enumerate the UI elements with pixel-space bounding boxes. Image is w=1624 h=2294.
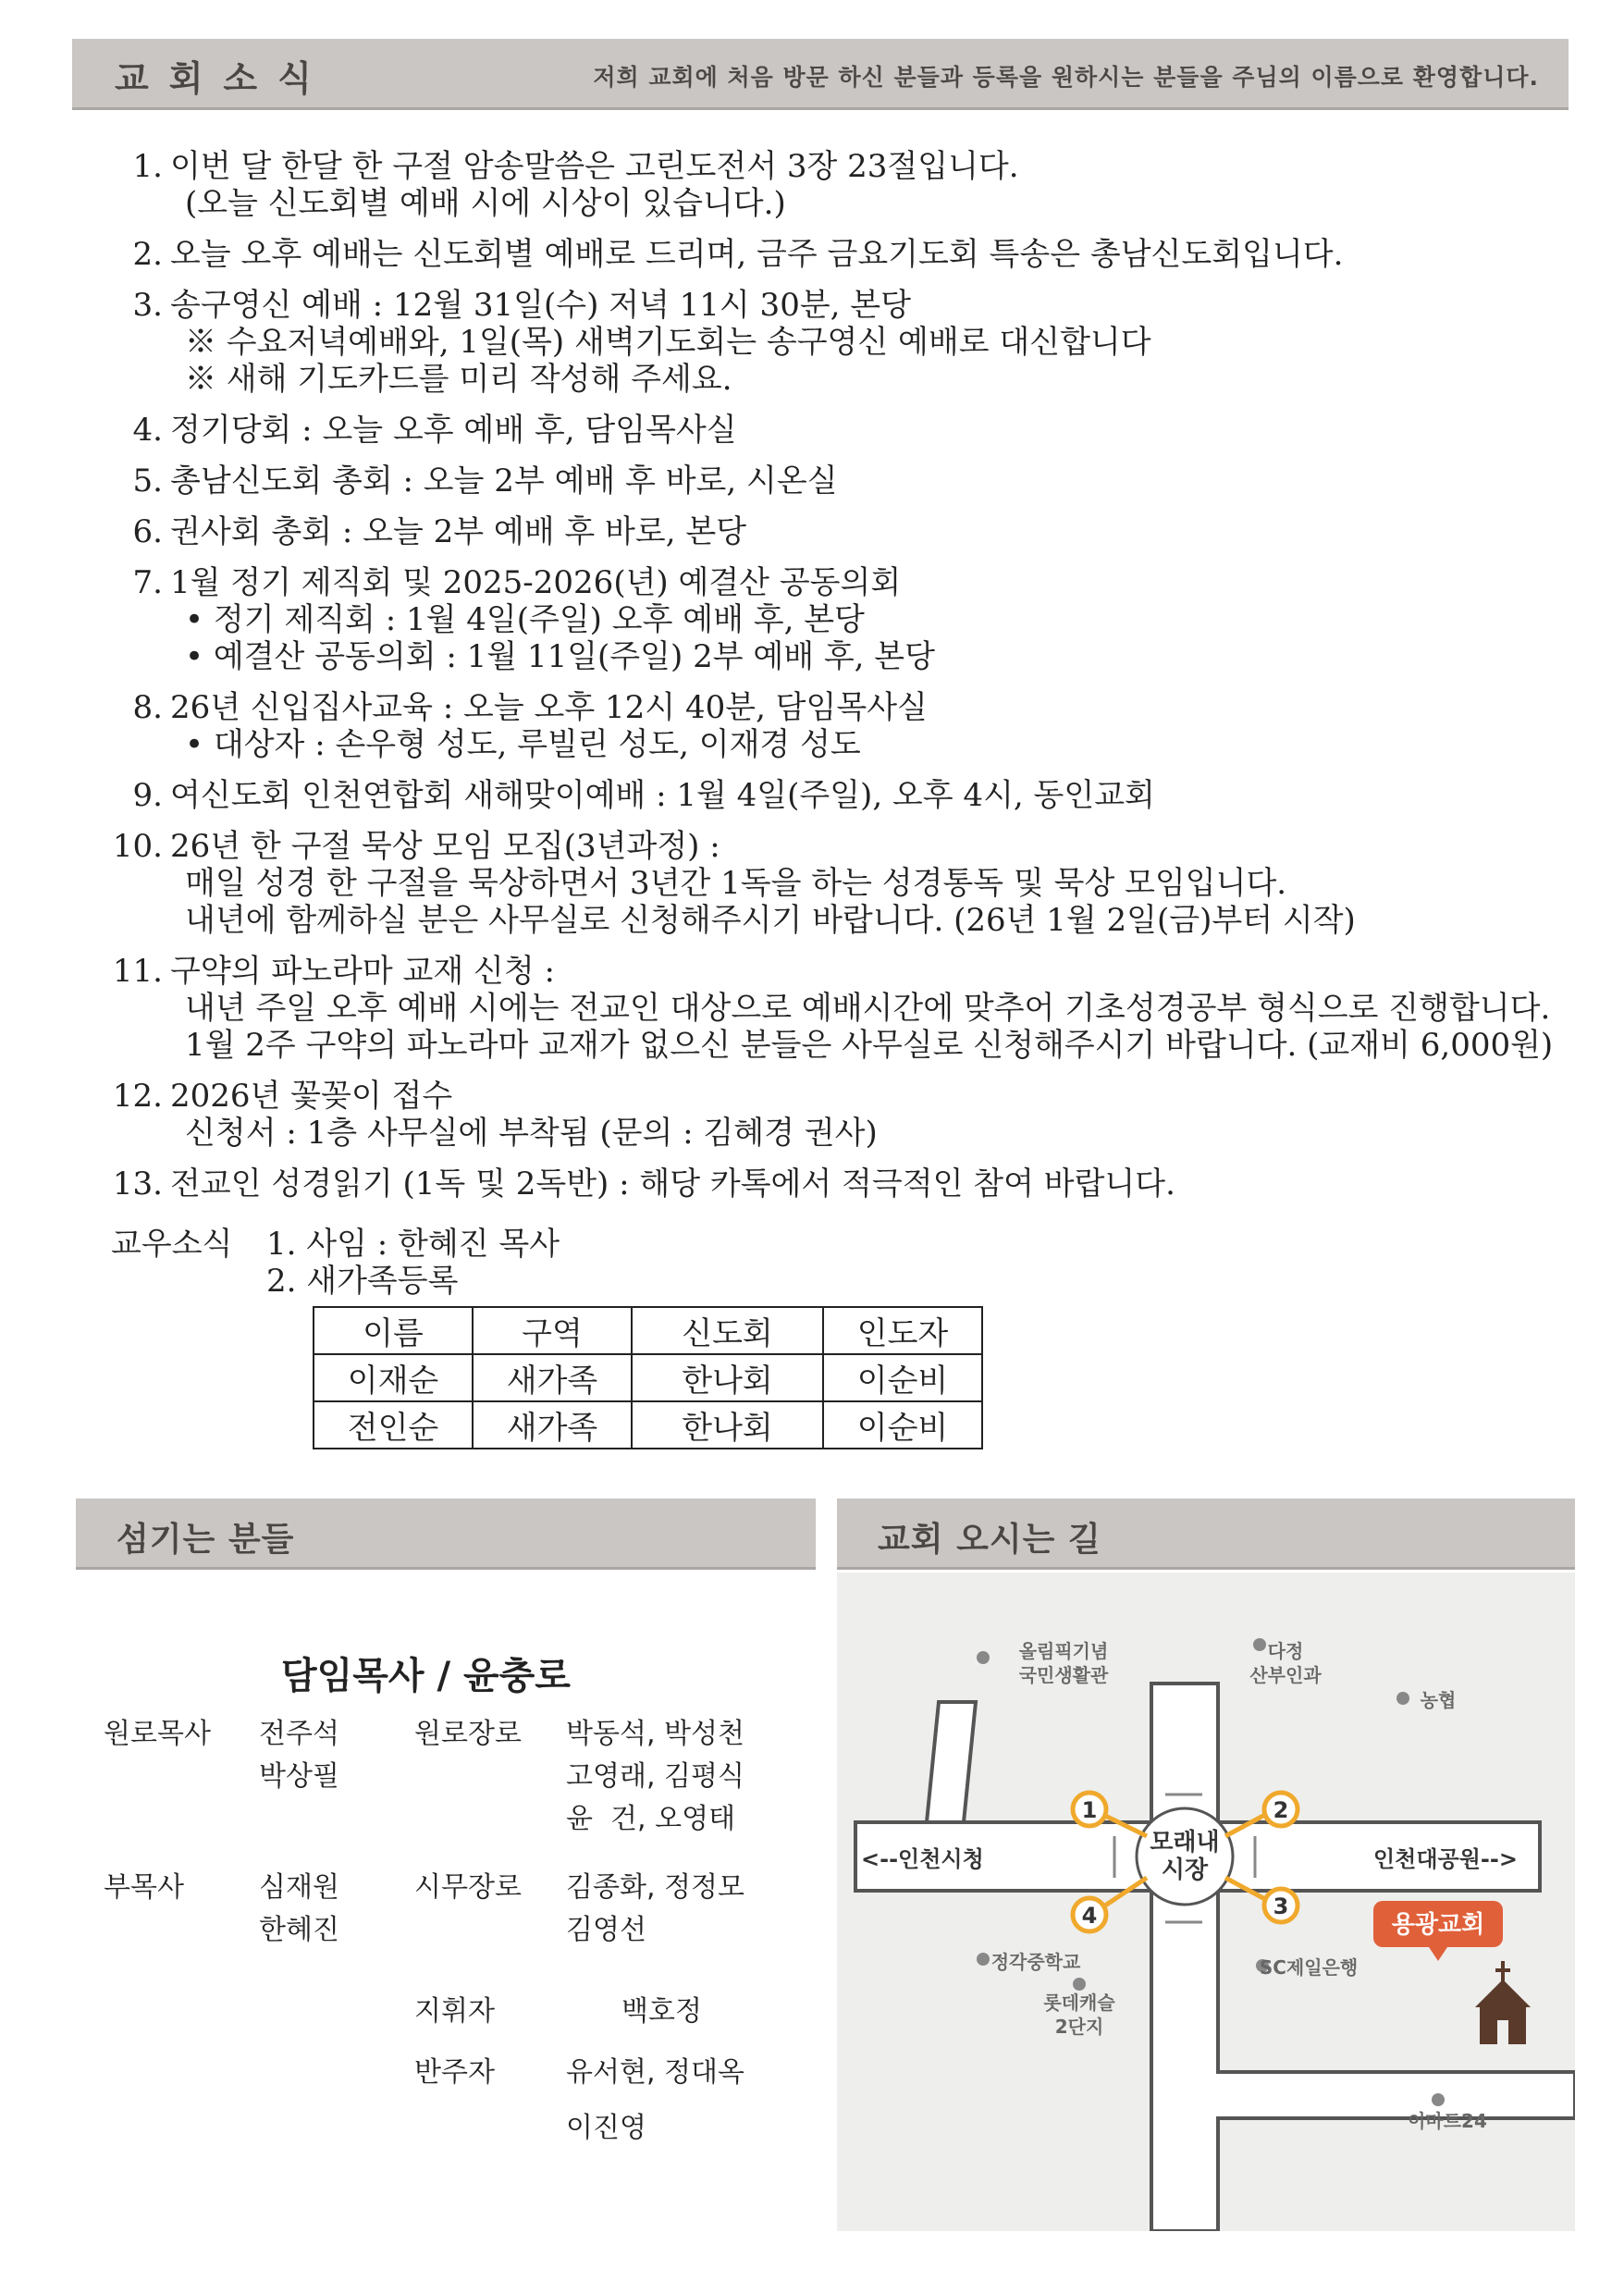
exit-4-label: 4 [1081, 1903, 1098, 1929]
notice-subline: • 예결산 공동의회 : 1월 11일(주일) 2부 예배 후, 본당 [185, 638, 935, 675]
table-cell: 새가족 [473, 1354, 632, 1401]
emeritus-elder-names: 윤 건, 오영태 [566, 1803, 736, 1835]
notice-subline: (오늘 신도회별 예배 시에 시상이 있습니다.) [185, 185, 786, 222]
notice-number: 12. [112, 1078, 163, 1115]
notice-item [111, 564, 1600, 675]
notice-number: 3. [132, 287, 163, 324]
olympic-label: 올림픽기념 [1018, 1640, 1109, 1662]
road-west-branch [925, 1702, 976, 1841]
accompanist-names: 유서현, 정대옥 [566, 2056, 744, 2089]
table-cell: 한나회 [632, 1354, 823, 1401]
notice-text: 구약의 파노라마 교재 신청 : [170, 953, 555, 990]
active-elder-names: 김종화, 정정모 [566, 1871, 744, 1904]
table-row [314, 1401, 982, 1449]
head-pastor: 담임목사 / 윤충로 [281, 1655, 571, 1697]
notice-text: 전교인 성경읽기 (1독 및 2독반) : 해당 카톡에서 적극적인 참여 바랍니다. [170, 1166, 1175, 1202]
church-label: 용광교회 [1391, 1911, 1485, 1939]
notice-item [111, 287, 1600, 398]
notice-subline: ※ 수요저녁예배와, 1일(목) 새벽기도회는 송구영신 예배로 대신합니다 [185, 324, 1151, 361]
welcome-message: 저희 교회에 처음 방문 하신 분들과 등록을 원하시는 분들을 주님의 이름으로 환영합니다. [593, 64, 1539, 91]
table-cell: 이재순 [314, 1354, 473, 1401]
olympic-label: 국민생활관 [1018, 1664, 1109, 1686]
notice-subline: 신청서 : 1층 사무실에 부착됨 (문의 : 김혜경 권사) [185, 1115, 878, 1152]
market-label: 시장 [1161, 1856, 1209, 1884]
associate-pastor-label: 부목사 [104, 1871, 184, 1904]
church-news-header-bar [72, 39, 1569, 110]
lotte-label: 2단지 [1054, 2016, 1104, 2038]
notice-subline: 매일 성경 한 구절을 묵상하면서 3년간 1독을 하는 성경통독 및 묵상 모임입니다. [185, 865, 1287, 902]
associate-pastor-name: 한혜진 [259, 1914, 339, 1946]
olympic-marker [977, 1651, 990, 1664]
conductor-name: 백호정 [621, 1995, 702, 2028]
member-news-label: 교우소식 [111, 1226, 233, 1263]
nonghyup-marker [1396, 1692, 1409, 1705]
accompanist-label: 반주자 [414, 2056, 495, 2089]
table-cell: 이순비 [823, 1354, 982, 1401]
serving-section [76, 1572, 816, 2220]
emeritus-pastor-label: 원로목사 [104, 1718, 211, 1750]
exit-3-label: 3 [1273, 1893, 1289, 1919]
notice-subline: 내년에 함께하실 분은 사무실로 신청해주시기 바랍니다. (26년 1월 2일(금)부터 시작) [185, 902, 1356, 939]
jeonggak-marker [977, 1953, 990, 1966]
notice-text: 총남신도회 총회 : 오늘 2부 예배 후 바로, 시온실 [170, 462, 838, 500]
incheon-park-label: 인천대공원--> [1373, 1846, 1518, 1872]
dajeong-marker [1253, 1638, 1266, 1651]
associate-pastor-name: 심재원 [259, 1871, 339, 1904]
exit-1-label: 1 [1081, 1797, 1098, 1823]
directions-map [837, 1572, 1575, 2231]
table-header-row [314, 1307, 982, 1354]
active-elder-names: 김영선 [566, 1914, 646, 1946]
notice-subline: ※ 새해 기도카드를 미리 작성해 주세요. [185, 361, 732, 398]
emart24-label: 이마트24 [1408, 2110, 1487, 2132]
active-elder-label: 시무장로 [414, 1871, 522, 1904]
notice-item [111, 1078, 1600, 1152]
notice-number: 5. [132, 462, 163, 500]
table-cell: 이순비 [823, 1401, 982, 1449]
dajeong-label: 다정 [1267, 1640, 1304, 1662]
lotte-marker [1073, 1978, 1086, 1991]
directions-title: 교회 오시는 길 [878, 1521, 1101, 1559]
directions-header-bar [837, 1498, 1575, 1570]
emeritus-elder-label: 원로장로 [414, 1718, 522, 1750]
emeritus-elder-names: 고영래, 김평식 [566, 1760, 744, 1793]
table-header-cell: 인도자 [823, 1307, 982, 1354]
map-drawing [837, 1572, 1575, 2231]
incheon-cityhall-label: <--인천시청 [861, 1846, 984, 1872]
notice-subline: 1월 2주 구약의 파노라마 교재가 없으신 분들은 사무실로 신청해주시기 바랍니다. (교재비 6,000원) [185, 1027, 1554, 1064]
jeonggak-label: 정각중학교 [990, 1951, 1081, 1973]
notice-list [111, 148, 1600, 1216]
road-south-east [1218, 2072, 1575, 2118]
sc-bank-label: SC제일은행 [1259, 1956, 1359, 1979]
notice-subline: 내년 주일 오후 예배 시에는 전교인 대상으로 예배시간에 맞추어 기초성경공부 형식으로 진행합니다. [185, 990, 1551, 1027]
notice-item [111, 953, 1600, 1064]
notice-text: 권사회 총회 : 오늘 2부 예배 후 바로, 본당 [170, 513, 747, 550]
notice-item [111, 148, 1600, 222]
notice-number: 1. [132, 148, 163, 185]
notice-item [111, 828, 1600, 939]
notice-text: 정기당회 : 오늘 오후 예배 후, 담임목사실 [170, 412, 737, 449]
notice-text: 26년 한 구절 묵상 모임 모집(3년과정) : [170, 828, 720, 865]
notice-item [111, 236, 1600, 273]
notice-number: 7. [132, 564, 163, 601]
notice-number: 10. [112, 828, 163, 865]
notice-number: 2. [132, 236, 163, 273]
notice-text: 1월 정기 제직회 및 2025-2026(년) 예결산 공동의회 [170, 564, 902, 601]
serving-title: 섬기는 분들 [117, 1521, 295, 1559]
notice-text: 26년 신입집사교육 : 오늘 오후 12시 40분, 담임목사실 [170, 689, 928, 726]
conductor-label: 지휘자 [414, 1995, 495, 2028]
dajeong-label: 산부인과 [1249, 1664, 1322, 1686]
church-news-title: 교회소식 [115, 58, 332, 99]
notice-item [111, 777, 1600, 814]
notice-number: 9. [132, 777, 163, 814]
emeritus-pastor-name: 박상필 [259, 1760, 339, 1793]
road-main-north-south [1151, 1684, 1218, 2231]
notice-number: 8. [132, 689, 163, 726]
table-row [314, 1354, 982, 1401]
table-header-cell: 이름 [314, 1307, 473, 1354]
notice-text: 2026년 꽃꽂이 접수 [170, 1078, 453, 1115]
notice-text: 여신도회 인천연합회 새해맞이예배 : 1월 4일(주일), 오후 4시, 동인교회 [170, 777, 1155, 814]
table-cell: 새가족 [473, 1401, 632, 1449]
member-news-item-resignation: 1. 사임 : 한혜진 목사 [266, 1226, 560, 1263]
emeritus-pastor-name: 전주석 [259, 1718, 339, 1750]
emart24-marker [1432, 2093, 1445, 2106]
notice-number: 4. [132, 412, 163, 449]
exit-2-label: 2 [1273, 1797, 1289, 1823]
accompanist-names: 이진영 [566, 2112, 646, 2144]
notice-item [111, 1166, 1600, 1202]
table-cell: 한나회 [632, 1401, 823, 1449]
table-header-cell: 구역 [473, 1307, 632, 1354]
notice-text: 송구영신 예배 : 12월 31일(수) 저녁 11시 30분, 본당 [170, 287, 911, 324]
notice-item [111, 513, 1600, 550]
new-family-table [313, 1306, 983, 1449]
notice-subline: • 대상자 : 손우형 성도, 루빌린 성도, 이재경 성도 [185, 726, 861, 763]
notice-number: 11. [112, 953, 163, 990]
lotte-label: 롯데캐슬 [1043, 1992, 1115, 2014]
notice-subline: • 정기 제직회 : 1월 4일(주일) 오후 예배 후, 본당 [185, 601, 865, 638]
serving-header-bar [76, 1498, 816, 1570]
table-cell: 전인순 [314, 1401, 473, 1449]
emeritus-elder-names: 박동석, 박성천 [566, 1718, 744, 1750]
notice-number: 6. [132, 513, 163, 550]
notice-text: 오늘 오후 예배는 신도회별 예배로 드리며, 금주 금요기도회 특송은 총남신도회입니다. [170, 236, 1344, 273]
notice-item [111, 412, 1600, 449]
market-label: 모래내 [1150, 1829, 1220, 1856]
notice-item [111, 689, 1600, 763]
notice-number: 13. [112, 1166, 163, 1202]
notice-item [111, 462, 1600, 500]
member-news-item-new-family: 2. 새가족등록 [266, 1263, 459, 1300]
table-header-cell: 신도회 [632, 1307, 823, 1354]
notice-text: 이번 달 한달 한 구절 암송말씀은 고린도전서 3장 23절입니다. [170, 148, 1019, 185]
nonghyup-label: 농협 [1420, 1689, 1457, 1711]
